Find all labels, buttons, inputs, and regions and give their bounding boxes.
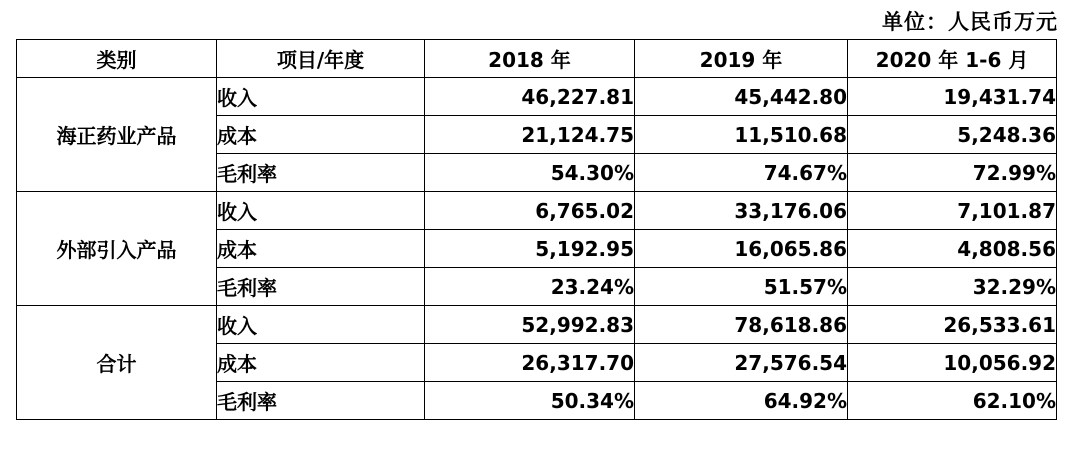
value-2018-cell: 21,124.75 <box>425 116 635 154</box>
category-cell: 海正药业产品 <box>17 78 217 192</box>
table-row <box>17 78 1057 116</box>
value-2020-cell: 62.10% <box>848 382 1057 420</box>
item-cell: 毛利率 <box>217 382 425 420</box>
value-2020-cell: 10,056.92 <box>848 344 1057 382</box>
item-cell: 成本 <box>217 230 425 268</box>
value-2019-cell: 74.67% <box>635 154 848 192</box>
value-2020-cell: 72.99% <box>848 154 1057 192</box>
value-2018-cell: 54.30% <box>425 154 635 192</box>
value-2019-cell: 27,576.54 <box>635 344 848 382</box>
header-2018: 2018 年 <box>425 40 635 78</box>
value-2020-cell: 32.29% <box>848 268 1057 306</box>
value-2018-cell: 23.24% <box>425 268 635 306</box>
value-2020-cell: 5,248.36 <box>848 116 1057 154</box>
value-2018-cell: 50.34% <box>425 382 635 420</box>
value-2018-cell: 52,992.83 <box>425 306 635 344</box>
value-2020-cell: 26,533.61 <box>848 306 1057 344</box>
value-2020-cell: 7,101.87 <box>848 192 1057 230</box>
category-cell: 外部引入产品 <box>17 192 217 306</box>
value-2020-cell: 19,431.74 <box>848 78 1057 116</box>
value-2020-cell: 4,808.56 <box>848 230 1057 268</box>
financial-table <box>16 39 1057 420</box>
value-2019-cell: 45,442.80 <box>635 78 848 116</box>
item-cell: 毛利率 <box>217 268 425 306</box>
value-2019-cell: 51.57% <box>635 268 848 306</box>
header-row <box>17 40 1057 78</box>
value-2019-cell: 11,510.68 <box>635 116 848 154</box>
item-cell: 成本 <box>217 344 425 382</box>
table-row <box>17 192 1057 230</box>
item-cell: 收入 <box>217 192 425 230</box>
table-row <box>17 306 1057 344</box>
value-2018-cell: 5,192.95 <box>425 230 635 268</box>
item-cell: 毛利率 <box>217 154 425 192</box>
value-2019-cell: 33,176.06 <box>635 192 848 230</box>
value-2019-cell: 16,065.86 <box>635 230 848 268</box>
item-cell: 成本 <box>217 116 425 154</box>
value-2019-cell: 64.92% <box>635 382 848 420</box>
value-2018-cell: 26,317.70 <box>425 344 635 382</box>
value-2018-cell: 6,765.02 <box>425 192 635 230</box>
unit-label: 单位：人民币万元 <box>882 10 1058 34</box>
item-cell: 收入 <box>217 306 425 344</box>
header-2019: 2019 年 <box>635 40 848 78</box>
value-2018-cell: 46,227.81 <box>425 78 635 116</box>
category-cell: 合计 <box>17 306 217 420</box>
header-category: 类别 <box>17 40 217 78</box>
header-item-year: 项目/年度 <box>217 40 425 78</box>
header-2020-h1: 2020 年 1-6 月 <box>848 40 1057 78</box>
value-2019-cell: 78,618.86 <box>635 306 848 344</box>
item-cell: 收入 <box>217 78 425 116</box>
